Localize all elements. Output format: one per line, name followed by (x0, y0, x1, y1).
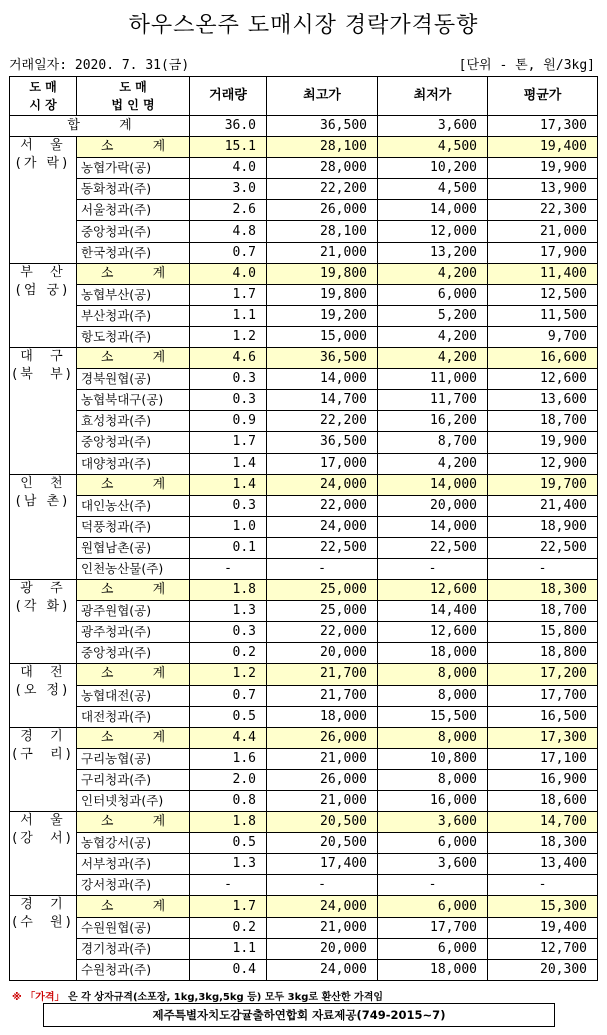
corp-name: 농협강서(공) (77, 833, 190, 854)
total-min: 3,600 (378, 116, 488, 137)
avg-price-cell: - (488, 558, 598, 579)
subtotal-volume: 4.6 (190, 348, 267, 369)
corp-name: 한국청과(주) (77, 242, 190, 263)
volume-cell: 3.0 (190, 179, 267, 200)
min-price-cell: 3,600 (378, 854, 488, 875)
max-price-cell: 26,000 (267, 769, 378, 790)
avg-price-cell: 18,800 (488, 643, 598, 664)
footnote-mark: ※ 「가격」 (12, 992, 65, 1003)
table-row (10, 917, 598, 938)
volume-cell: 1.6 (190, 748, 267, 769)
subtotal-label: 소 계 (77, 348, 190, 369)
max-price-cell: 20,500 (267, 833, 378, 854)
market-header-bottom: 시 장 (29, 98, 57, 112)
subtotal-min: 6,000 (378, 896, 488, 917)
subtotal-label: 소 계 (77, 474, 190, 495)
subtotal-volume: 4.0 (190, 263, 267, 284)
avg-price-cell: 16,500 (488, 706, 598, 727)
volume-cell: 1.3 (190, 601, 267, 622)
table-row (10, 158, 598, 179)
avg-price-cell: 21,000 (488, 221, 598, 242)
corp-name: 대전청과(주) (77, 706, 190, 727)
subtotal-label: 소 계 (77, 727, 190, 748)
max-price-cell: 19,200 (267, 305, 378, 326)
avg-price-cell: 19,400 (488, 917, 598, 938)
subtotal-row (10, 727, 598, 748)
market-city: 대 전 (20, 665, 66, 681)
min-price-cell: - (378, 875, 488, 896)
min-price-cell: 12,600 (378, 622, 488, 643)
subtotal-avg: 17,200 (488, 664, 598, 685)
max-price-cell: 22,500 (267, 537, 378, 558)
max-price-cell: 24,000 (267, 959, 378, 980)
min-price-cell: 18,000 (378, 643, 488, 664)
table-row (10, 242, 598, 263)
subtotal-row (10, 348, 598, 369)
subtotal-label: 소 계 (77, 137, 190, 158)
volume-cell: 1.1 (190, 305, 267, 326)
volume-cell: 1.1 (190, 938, 267, 959)
table-row (10, 643, 598, 664)
min-price-cell: 14,400 (378, 601, 488, 622)
corp-name: 구리청과(주) (77, 769, 190, 790)
min-price-cell: 13,200 (378, 242, 488, 263)
min-price-cell: 4,200 (378, 453, 488, 474)
subtotal-avg: 19,700 (488, 474, 598, 495)
market-name (10, 580, 77, 664)
volume-cell: - (190, 875, 267, 896)
market-district: (구 리) (12, 746, 74, 762)
avg-price-cell: 15,800 (488, 622, 598, 643)
subtotal-label: 소 계 (77, 664, 190, 685)
volume-cell: 0.3 (190, 622, 267, 643)
subtotal-min: 3,600 (378, 812, 488, 833)
market-city: 인 천 (20, 475, 66, 491)
corp-name: 강서청과(주) (77, 875, 190, 896)
volume-cell: 0.5 (190, 833, 267, 854)
corp-name: 광주청과(주) (77, 622, 190, 643)
market-name (10, 812, 77, 896)
subtotal-max: 24,000 (267, 896, 378, 917)
volume-cell: 1.3 (190, 854, 267, 875)
market-city: 경 기 (20, 897, 66, 913)
subtotal-avg: 17,300 (488, 727, 598, 748)
corp-name: 동화청과(주) (77, 179, 190, 200)
table-row (10, 305, 598, 326)
min-price-cell: 14,000 (378, 200, 488, 221)
volume-cell: 0.3 (190, 390, 267, 411)
subtotal-label: 소 계 (77, 896, 190, 917)
corp-name: 농협부산(공) (77, 284, 190, 305)
subtotal-avg: 18,300 (488, 580, 598, 601)
min-price-cell: 22,500 (378, 537, 488, 558)
corp-name: 인터넷청과(주) (77, 791, 190, 812)
corp-name: 농협가락(공) (77, 158, 190, 179)
volume-cell: 1.0 (190, 516, 267, 537)
table-row (10, 495, 598, 516)
avg-price-cell: 17,700 (488, 685, 598, 706)
subtotal-min: 14,000 (378, 474, 488, 495)
max-price-cell: 28,000 (267, 158, 378, 179)
table-row (10, 854, 598, 875)
market-name (10, 664, 77, 727)
max-price-cell: 21,000 (267, 917, 378, 938)
total-max: 36,500 (267, 116, 378, 137)
total-row (10, 116, 598, 137)
corp-header (77, 77, 190, 116)
max-price-cell: 20,000 (267, 643, 378, 664)
max-price-cell: 14,700 (267, 390, 378, 411)
volume-cell: - (190, 558, 267, 579)
volume-cell: 1.7 (190, 432, 267, 453)
subtotal-max: 21,700 (267, 664, 378, 685)
subtotal-min: 4,500 (378, 137, 488, 158)
page-title: 하우스온주 도매시장 경락가격동향 (128, 13, 479, 38)
trade-date: 거래일자: 2020. 7. 31(금) (9, 58, 190, 73)
avg-price-cell: 18,300 (488, 833, 598, 854)
min-price-cell: 6,000 (378, 833, 488, 854)
volume-cell: 0.2 (190, 917, 267, 938)
subtotal-max: 24,000 (267, 474, 378, 495)
subtotal-volume: 1.7 (190, 896, 267, 917)
max-price-cell: 28,100 (267, 221, 378, 242)
avg-price-cell: 18,700 (488, 411, 598, 432)
market-district: (남 촌) (15, 493, 71, 509)
market-name (10, 348, 77, 475)
subtotal-min: 8,000 (378, 727, 488, 748)
market-district: (엄 궁) (15, 282, 71, 298)
corp-name: 덕풍청과(주) (77, 516, 190, 537)
volume-cell: 1.2 (190, 326, 267, 347)
max-price-cell: - (267, 875, 378, 896)
min-price-cell: 16,200 (378, 411, 488, 432)
market-district: (오 정) (15, 683, 71, 699)
max-price-cell: 19,800 (267, 284, 378, 305)
table-row (10, 558, 598, 579)
avg-price-header: 평균가 (488, 77, 598, 116)
market-name (10, 727, 77, 811)
table-row (10, 284, 598, 305)
subtotal-row (10, 137, 598, 158)
subtotal-max: 19,800 (267, 263, 378, 284)
avg-price-cell: 13,400 (488, 854, 598, 875)
table-row (10, 453, 598, 474)
avg-price-cell: 18,700 (488, 601, 598, 622)
avg-price-cell: 18,900 (488, 516, 598, 537)
market-city: 서 울 (20, 813, 66, 829)
table-row (10, 390, 598, 411)
table-row (10, 685, 598, 706)
min-price-cell: 10,800 (378, 748, 488, 769)
avg-price-cell: 9,700 (488, 326, 598, 347)
unit-label: [단위 - 톤, 원/3kg] (458, 58, 595, 73)
min-price-cell: 4,500 (378, 179, 488, 200)
max-price-cell: 15,000 (267, 326, 378, 347)
max-price-cell: 22,000 (267, 495, 378, 516)
subtotal-avg: 16,600 (488, 348, 598, 369)
subtotal-min: 12,600 (378, 580, 488, 601)
min-price-cell: 10,200 (378, 158, 488, 179)
min-price-cell: 11,000 (378, 369, 488, 390)
min-price-cell: 12,000 (378, 221, 488, 242)
volume-cell: 4.0 (190, 158, 267, 179)
market-district: (북 부) (12, 367, 74, 383)
table-row (10, 769, 598, 790)
total-volume: 36.0 (190, 116, 267, 137)
table-row (10, 748, 598, 769)
market-name (10, 137, 77, 264)
table-row (10, 179, 598, 200)
min-price-cell: - (378, 558, 488, 579)
max-price-cell: 21,000 (267, 242, 378, 263)
avg-price-cell: 20,300 (488, 959, 598, 980)
subtotal-label: 소 계 (77, 812, 190, 833)
min-price-cell: 16,000 (378, 791, 488, 812)
avg-price-cell: 21,400 (488, 495, 598, 516)
corp-name: 서울청과(주) (77, 200, 190, 221)
subtotal-min: 4,200 (378, 263, 488, 284)
table-row (10, 875, 598, 896)
max-price-cell: 26,000 (267, 200, 378, 221)
subtotal-row (10, 580, 598, 601)
min-price-cell: 18,000 (378, 959, 488, 980)
min-price-cell: 14,000 (378, 516, 488, 537)
corp-name: 원협남촌(공) (77, 537, 190, 558)
corp-name: 중앙청과(주) (77, 221, 190, 242)
volume-cell: 0.4 (190, 959, 267, 980)
data-source: 제주특별자치도감귤출하연합회 자료제공(749-2015~7) (43, 1003, 555, 1027)
avg-price-cell: 12,600 (488, 369, 598, 390)
avg-price-cell: 19,900 (488, 158, 598, 179)
corp-name: 대인농산(주) (77, 495, 190, 516)
market-city: 부 산 (20, 264, 66, 280)
volume-header: 거래량 (190, 77, 267, 116)
corp-name: 경북원협(공) (77, 369, 190, 390)
corp-name: 대양청과(주) (77, 453, 190, 474)
subtotal-row (10, 664, 598, 685)
max-price-cell: 20,000 (267, 938, 378, 959)
subtotal-label: 소 계 (77, 263, 190, 284)
table-row (10, 411, 598, 432)
market-name (10, 896, 77, 980)
corp-name: 수원원협(공) (77, 917, 190, 938)
market-city: 대 구 (20, 349, 66, 365)
subtotal-max: 26,000 (267, 727, 378, 748)
subtotal-volume: 15.1 (190, 137, 267, 158)
table-row (10, 601, 598, 622)
avg-price-cell: 13,900 (488, 179, 598, 200)
corp-name: 구리농협(공) (77, 748, 190, 769)
volume-cell: 0.3 (190, 369, 267, 390)
volume-cell: 0.2 (190, 643, 267, 664)
table-row (10, 938, 598, 959)
volume-cell: 4.8 (190, 221, 267, 242)
volume-cell: 1.7 (190, 284, 267, 305)
avg-price-cell: 17,900 (488, 242, 598, 263)
table-row (10, 432, 598, 453)
subtotal-label: 소 계 (77, 580, 190, 601)
subtotal-volume: 1.8 (190, 580, 267, 601)
avg-price-cell: 18,600 (488, 791, 598, 812)
min-price-cell: 6,000 (378, 284, 488, 305)
subtotal-min: 8,000 (378, 664, 488, 685)
market-city: 경 기 (20, 728, 66, 744)
footnote (12, 988, 383, 1003)
max-price-header: 최고가 (267, 77, 378, 116)
max-price-cell: 22,200 (267, 179, 378, 200)
market-name (10, 474, 77, 579)
corp-name: 광주원협(공) (77, 601, 190, 622)
avg-price-cell: 22,300 (488, 200, 598, 221)
min-price-cell: 6,000 (378, 938, 488, 959)
subtotal-avg: 11,400 (488, 263, 598, 284)
min-price-cell: 8,000 (378, 769, 488, 790)
max-price-cell: 17,400 (267, 854, 378, 875)
max-price-cell: - (267, 558, 378, 579)
corp-name: 중앙청과(주) (77, 432, 190, 453)
subtotal-avg: 15,300 (488, 896, 598, 917)
table-row (10, 516, 598, 537)
volume-cell: 0.1 (190, 537, 267, 558)
corp-name: 경기청과(주) (77, 938, 190, 959)
corp-name: 항도청과(주) (77, 326, 190, 347)
table-row (10, 833, 598, 854)
corp-name: 서부청과(주) (77, 854, 190, 875)
corp-header-bottom: 법 인 명 (111, 98, 155, 112)
min-price-cell: 8,700 (378, 432, 488, 453)
total-avg: 17,300 (488, 116, 598, 137)
max-price-cell: 21,700 (267, 685, 378, 706)
volume-cell: 0.7 (190, 685, 267, 706)
min-price-cell: 4,200 (378, 326, 488, 347)
volume-cell: 2.0 (190, 769, 267, 790)
avg-price-cell: 12,700 (488, 938, 598, 959)
corp-name: 인천농산물(주) (77, 558, 190, 579)
market-city: 서 울 (20, 138, 66, 154)
volume-cell: 0.8 (190, 791, 267, 812)
corp-header-top: 도 매 (119, 80, 147, 94)
max-price-cell: 24,000 (267, 516, 378, 537)
corp-name: 농협대전(공) (77, 685, 190, 706)
subtotal-row (10, 896, 598, 917)
corp-name: 농협북대구(공) (77, 390, 190, 411)
subtotal-min: 4,200 (378, 348, 488, 369)
market-district: (강 서) (12, 831, 74, 847)
header-row (10, 77, 598, 116)
corp-name: 중앙청과(주) (77, 643, 190, 664)
volume-cell: 0.7 (190, 242, 267, 263)
market-name (10, 263, 77, 347)
subtotal-volume: 1.2 (190, 664, 267, 685)
min-price-cell: 8,000 (378, 685, 488, 706)
subtotal-volume: 4.4 (190, 727, 267, 748)
subtotal-max: 36,500 (267, 348, 378, 369)
corp-name: 부산청과(주) (77, 305, 190, 326)
avg-price-cell: 11,500 (488, 305, 598, 326)
avg-price-cell: 19,900 (488, 432, 598, 453)
table-row (10, 537, 598, 558)
subtotal-row (10, 812, 598, 833)
avg-price-cell: 12,900 (488, 453, 598, 474)
volume-cell: 0.9 (190, 411, 267, 432)
avg-price-cell: 17,100 (488, 748, 598, 769)
table-row (10, 622, 598, 643)
subtotal-max: 20,500 (267, 812, 378, 833)
max-price-cell: 14,000 (267, 369, 378, 390)
market-district: (가 락) (15, 156, 71, 172)
subtotal-row (10, 474, 598, 495)
min-price-header: 최저가 (378, 77, 488, 116)
avg-price-cell: 22,500 (488, 537, 598, 558)
max-price-cell: 25,000 (267, 601, 378, 622)
max-price-cell: 36,500 (267, 432, 378, 453)
market-district: (수 원) (12, 915, 74, 931)
market-header (10, 77, 77, 116)
subtotal-volume: 1.8 (190, 812, 267, 833)
corp-name: 수원청과(주) (77, 959, 190, 980)
min-price-cell: 17,700 (378, 917, 488, 938)
min-price-cell: 11,700 (378, 390, 488, 411)
avg-price-cell: 12,500 (488, 284, 598, 305)
max-price-cell: 22,200 (267, 411, 378, 432)
subtotal-avg: 19,400 (488, 137, 598, 158)
volume-cell: 0.5 (190, 706, 267, 727)
avg-price-cell: - (488, 875, 598, 896)
market-header-top: 도 매 (29, 80, 57, 94)
market-district: (각 화) (15, 599, 71, 615)
max-price-cell: 22,000 (267, 622, 378, 643)
market-city: 광 주 (20, 581, 66, 597)
subtotal-avg: 14,700 (488, 812, 598, 833)
max-price-cell: 21,000 (267, 791, 378, 812)
min-price-cell: 5,200 (378, 305, 488, 326)
max-price-cell: 18,000 (267, 706, 378, 727)
max-price-cell: 17,000 (267, 453, 378, 474)
avg-price-cell: 13,600 (488, 390, 598, 411)
subtotal-max: 28,100 (267, 137, 378, 158)
min-price-cell: 20,000 (378, 495, 488, 516)
table-row (10, 959, 598, 980)
total-label: 합 계 (10, 116, 190, 137)
corp-name: 효성청과(주) (77, 411, 190, 432)
min-price-cell: 15,500 (378, 706, 488, 727)
volume-cell: 0.3 (190, 495, 267, 516)
table-row (10, 200, 598, 221)
table-row (10, 369, 598, 390)
subtotal-max: 25,000 (267, 580, 378, 601)
footnote-text: 은 각 상자규격(소포장, 1kg,3kg,5kg 등) 모두 3kg로 환산한 가격임 (68, 992, 384, 1003)
avg-price-cell: 16,900 (488, 769, 598, 790)
table-row (10, 706, 598, 727)
price-table (9, 76, 598, 981)
volume-cell: 1.4 (190, 453, 267, 474)
table-row (10, 791, 598, 812)
volume-cell: 2.6 (190, 200, 267, 221)
subtotal-volume: 1.4 (190, 474, 267, 495)
table-row (10, 326, 598, 347)
table-row (10, 221, 598, 242)
subtotal-row (10, 263, 598, 284)
max-price-cell: 21,000 (267, 748, 378, 769)
